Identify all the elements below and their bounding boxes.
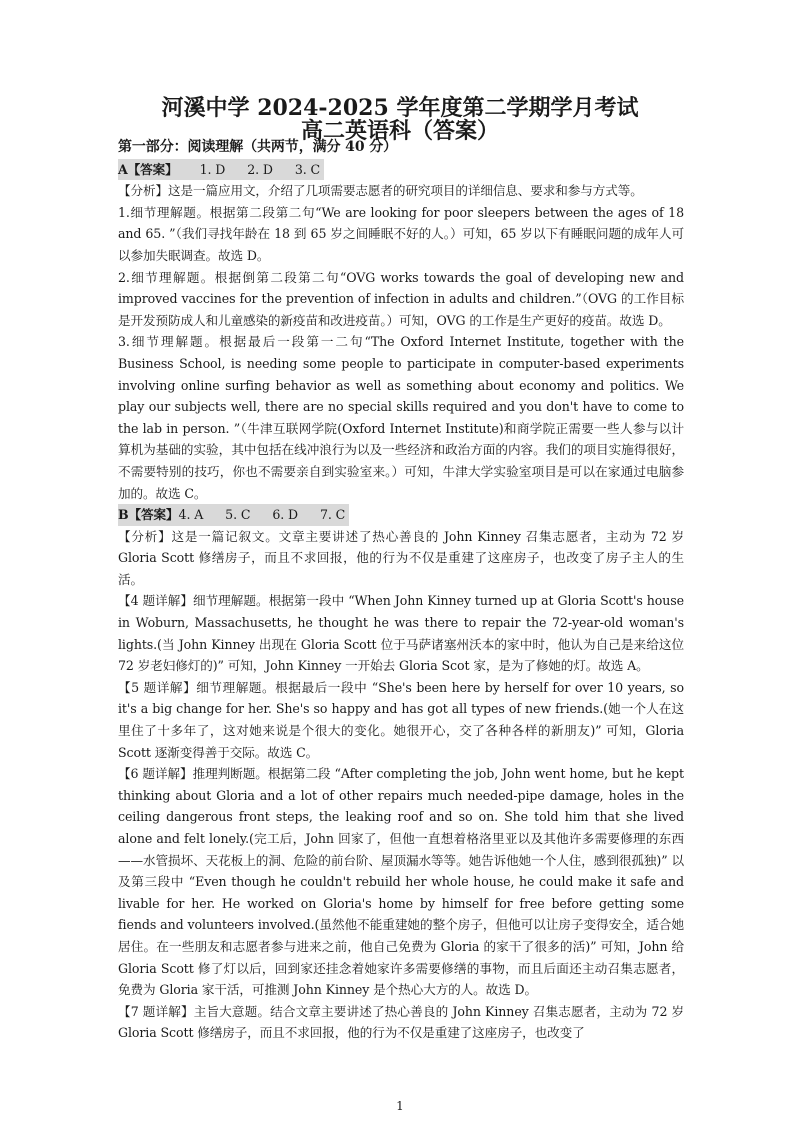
section-a-answer-row	[118, 159, 324, 181]
part-heading: 第一部分：阅读理解（共两节，满分 40 分）	[118, 139, 398, 155]
answer-7: 7. C	[319, 507, 346, 523]
answer-6: 6. D	[272, 507, 299, 523]
answer-1: 1. D	[199, 161, 226, 177]
answer-5: 5. C	[225, 507, 251, 523]
section-b-tag: B【答案】	[118, 507, 179, 523]
section-b-analysis: 【分析】这是一篇记叙文。文章主要讲述了热心善良的 John Kinney 召集志愿者，主动为 72 岁 Gloria Scott 修缮房子，而且不求回报，他的行为不仅是重建了这座房子，也改变了房子主人的生活。	[118, 528, 684, 587]
answer-content	[118, 137, 684, 1044]
question-2-explanation: 2.细节理解题。根据倒第二段第二句“OVG works towards the goal of developing new and improved vaccines for the prevention of infection in adults and children.”（OVG 的工作目标是开发预防成人和儿童感染的新疫苗和改进疫苗。）可知，OVG 的工作是生产更好的疫苗。故选 D。	[118, 269, 684, 328]
question-4-tag: 【4 题详解】	[118, 593, 193, 609]
answer-3: 3. C	[294, 161, 321, 177]
section-a-analysis: 【分析】这是一篇应用文，介绍了几项需要志愿者的研究项目的详细信息、要求和参与方式等。	[118, 183, 643, 199]
section-a-answers	[118, 159, 684, 181]
question-6-text: 推理判断题。根据第二段 “After completing the job, John went home, but he kept thinking about Gloria and a lot of other repairs much needed-pipe damage, holes in the ceiling dangerous front steps, the leaking roof and so on. She told him that she lived alone and felt lonely.(完工后，John 回家了，但他一直想着格洛里亚以及其他许多需要修理的东西——水管损坏、天花板上的洞、危险的前台阶、屋顶漏水等等。她告诉他她一个人住，感到很孤独)” 以及第三段中 “Even though he couldn't rebuild her whole house, he could make it safe and livable for her. He worked on Gloria's home by himself for free before getting some fiends and volunteers involved.(虽然他不能重建她的整个房子，但他可以让房子变得安全，适合她居住。在一些朋友和志愿者参与进来之前，他自己免费为 Gloria 的家干了很多的活)” 可知，John 给 Gloria Scott 修了灯以后，回到家还挂念着她家许多需要修缮的事物，而且后面还主动召集志愿者，免费为 Gloria 家干活，可推测 John Kinney 是个热心大方的人。故选 D。	[118, 766, 684, 998]
question-7-text: 主旨大意题。结合文章主要讲述了热心善良的 John Kinney 召集志愿者，主动为 72 岁 Gloria Scott 修缮房子，而且不求回报，他的行为不仅是重建了这座房子，也改变了	[118, 1003, 684, 1041]
question-4-explanation	[118, 590, 684, 676]
section-a-tag: A【答案】	[118, 161, 178, 177]
answer-2: 2. D	[247, 161, 273, 177]
question-6-tag: 【6 题详解】	[118, 766, 193, 782]
question-1-explanation: 1.细节理解题。根据第二段第二句“We are looking for poor sleepers between the ages of 18 and 65. ”（我们寻找年龄在 18 到 65 岁之间睡眠不好的人。）可知，65 岁以下有睡眠问题的成年人可以参加失眠调查。故选 D。	[118, 204, 684, 263]
page-number: 1	[396, 1099, 404, 1113]
question-7-explanation	[118, 1001, 684, 1044]
section-b-answer-row	[118, 504, 349, 526]
question-4-text: 细节理解题。根据第一段中 “When John Kinney turned up at Gloria Scott's house in Woburn, Massachusetts, he thought he was there to repair the 72-year-old woman's lights.(当 John Kinney 出现在 Gloria Scott 位于马萨诸塞州沃本的家中时，他认为自己是来给这位 72 岁老妇修灯的)” 可知，John Kinney 一开始去 Gloria Scot 家，是为了修她的灯。故选 A。	[118, 593, 684, 674]
section-b-answers	[118, 504, 684, 526]
question-5-explanation	[118, 677, 684, 763]
exam-subtitle: 高二英语科（答案）	[300, 118, 499, 144]
exam-title: 河溪中学 2024-2025 学年度第二学期学月考试	[161, 95, 639, 121]
question-3-explanation: 3.细节理解题。根据最后一段第一二句“The Oxford Internet Institute, together with the Business School, is needing some people to participate in computer-based experiments involving online surfing behavior as well as something about economy and politics. We play our subjects well, there are no special skills required and you don't have to come to the lab in person. ”（牛津互联网学院(Oxford Internet Institute)和商学院正需要一些人参与以计算机为基础的实验，其中包括在线冲浪行为以及一些经济和政治方面的内容。我们的项目实施得很好，不需要特别的技巧，你也不需要亲自到实验室来。）可知，牛津大学实验室项目是可以在家通过电脑参加的。故选 C。	[118, 334, 684, 501]
question-5-tag: 【5 题详解】	[118, 679, 197, 695]
question-6-explanation	[118, 763, 684, 1001]
question-7-tag: 【7 题详解】	[118, 1003, 194, 1019]
question-5-text: 细节理解题。根据最后一段中 “She's been here by herself for over 10 years, so it's a big change for her. She's so happy and has got all types of new friends.(她一个人在这里住了十多年了，这对她来说是个很大的变化。她很开心，交了各种各样的新朋友)” 可知，Gloria Scott 逐渐变得善于交际。故选 C。	[118, 679, 684, 760]
answer-4: 4. A	[178, 507, 204, 523]
